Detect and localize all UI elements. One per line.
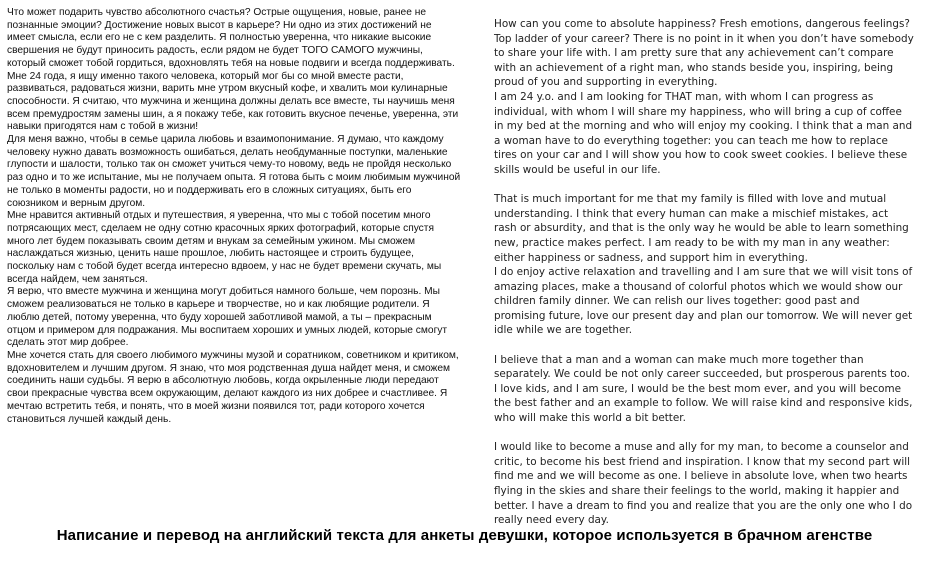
- russian-text-column: [7, 7, 462, 512]
- russian-paragraph: Для меня важно, чтобы в семье царила любовь и взаимопонимание. Я думаю, что каждому человеку нужно давать возможность ошибаться, делать необдуманные поступки, маленькие глупости и шалости, только так он сможет учиться чему-то новому, ведь не пройдя несколько раз одно и то же испытание, мы не получаем опыта. Я готова быть с моим любимым мужчиной не только в моменты радости, но и поддерживать его в сложных ситуациях, быть его союзником и верным другом.: [7, 134, 461, 209]
- english-paragraph: I am 24 y.o. and I am looking for THAT man, with whom I can progress as individual, with whom I will share my happiness, who will bring a cup of coffee in my bed at the morning and who will enjoy my cooking. I think that a man and a woman have to do everything together: you can teach me how to replace tires on your car and I will show you how to cook sweet cookies. I believe these skills would be useful in our life.: [494, 90, 913, 176]
- english-paragraph: That is much important for me that my family is filled with love and mutual understanding. I think that every human can make a mischief mistakes, act rash or absurdity, and that is the only way he would be able to learn something new, practice makes perfect. I am ready to be with my man in any weather: either happiness or sadness, and support him in everything.: [494, 193, 909, 264]
- english-paragraph: I do enjoy active relaxation and travelling and I am sure that we will visit tons of amazing places, make a thousand of colorful photos which we would show our children family dinner. We can relish our lives together: good past and promising future, love our present day and plan our tomorrow. We will never get idle while we are together.: [494, 266, 913, 337]
- english-paragraph: How can you come to absolute happiness? Fresh emotions, dangerous feelings? Top ladder of your career? There is no point in it when you don’t have somebody to share your life with. I am pretty sure that any achievement can’t compare with an achievement of a right man, who stands beside you, inspiring, being proud of you and supporting in everything.: [494, 18, 914, 89]
- russian-paragraph: Мне 24 года, я ищу именно такого человека, который мог бы со мной вместе расти, развиваться, радоваться жизни, варить мне утром вкусный кофе, и хвалить мои кулинарные способности. Я считаю, что мужчина и женщина должны делать все вместе, ты научишь меня всем премудростям замены шин, а я покажу тебе, как готовить вкусное печенье, уверенна, эти навыки пригодятся нам с тобой в жизни!: [7, 70, 459, 133]
- russian-paragraph: Мне хочется стать для своего любимого мужчины музой и соратником, советником и критиком, вдохновителем и лучшим другом. Я знаю, что моя родственная душа найдет меня, и сможем соединить наши судьбы. Я верю в абсолютную любовь, когда окрыленные люди передают свои прекрасные чувства всем окружающим, делают каждого из них добрее и счастливее. Я мечтаю встретить тебя, и понять, что в моей жизни появился тот, ради которого хочется становиться лучшей каждый день.: [7, 349, 459, 425]
- english-text-column: [494, 17, 914, 527]
- russian-paragraph: Я верю, что вместе мужчина и женщина могут добиться намного больше, чем порознь. Мы сможем реализоваться не только в карьере и творчестве, но и как любящие родители. Я люблю детей, потому уверенна, что буду хорошей заботливой мамой, а ты – прекрасным отцом и примером для подражания. Мы воспитаем хороших и умных людей, которые смогут сделать этот мир добрее.: [7, 286, 448, 349]
- russian-paragraph: Что может подарить чувство абсолютного счастья? Острые ощущения, новые, ранее не познанные эмоции? Достижение новых высот в карьере? Ни одно из этих достижений не имеет смысла, если его не с кем разделить. Я полностью уверенна, что никакие высокие свершения не будут приносить радость, если рядом не будет ТОГО САМОГО мужчины, который сможет тобой гордиться, вдохновлять тебя на новые подвиги и всегда поддерживать.: [7, 7, 455, 69]
- english-paragraph: I would like to become a muse and ally for my man, to become a counselor and critic, to become his best friend and inspiration. I know that my second part will find me and we will become as one. I believe in absolute love, when two hearts flying in the skies and share their feelings to the world, making it happier and better. I have a dream to find you and realize that you are the only one who I do really need every day.: [494, 441, 913, 527]
- caption: Написание и перевод на английский текста для анкеты девушки, которое используется в брачном агенстве: [56, 527, 873, 544]
- english-paragraph: I believe that a man and a woman can make much more together than separately. We could be not only career succeeded, but prosperous parents too. I love kids, and I am sure, I would be the best mom ever, and you will become the best father and an example to follow. We will raise kind and responsive kids, who will make this world a bit better.: [494, 353, 913, 425]
- russian-paragraph: Мне нравится активный отдых и путешествия, я уверенна, что мы с тобой посетим много потрясающих мест, сделаем не одну сотню красочных ярких фотографий, которые спустя много лет будем показывать своим детям и внукам за семейным ужином. Мы сможем наслаждаться жизнью, ценить наше прошлое, любить настоящее и строить будущее, поскольку нам с тобой будет всегда интересно вдвоем, у нас не будет времени скучать, мы всегда найдем, чем заняться.: [7, 210, 442, 285]
